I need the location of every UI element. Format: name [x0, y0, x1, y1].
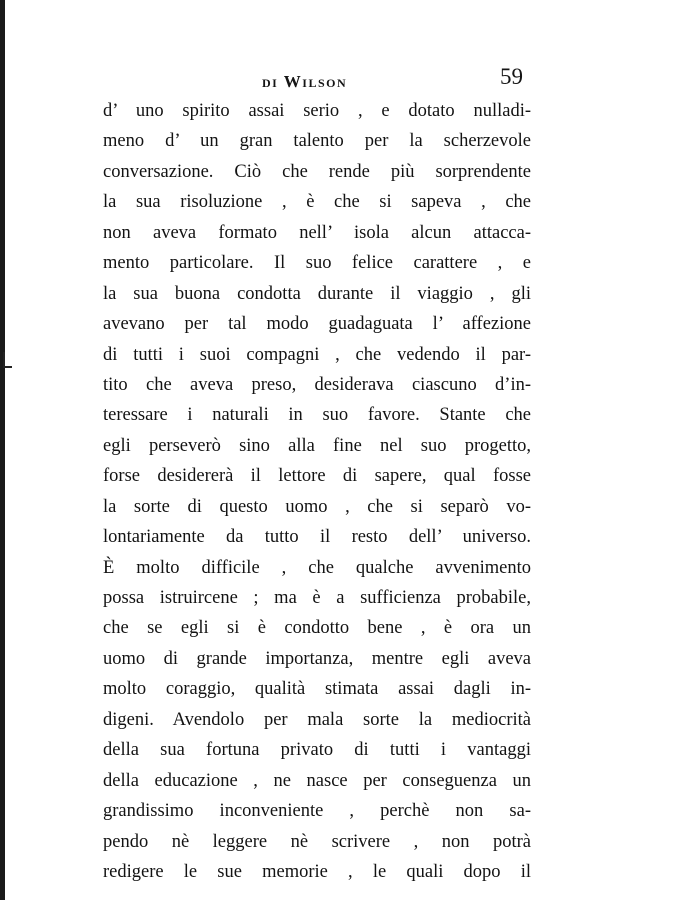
text-line: molto coraggio, qualità stimata assai dagli in- [103, 679, 531, 700]
text-line: d’ uno spirito assai serio , e dotato nulladi- [103, 101, 531, 121]
body-text [103, 96, 531, 887]
text-line: possa istruircene ; ma è a sufficienza probabile, [103, 588, 531, 608]
page-binding-edge [0, 0, 5, 900]
text-line: che se egli si è condotto bene , è ora un [103, 618, 531, 639]
text-line: egli perseverò sino alla fine nel suo progetto, [103, 435, 531, 456]
text-line: avevano per tal modo guadaguata l’ affezione [103, 314, 531, 335]
text-line: È molto difficile , che qualche avvenimento [103, 557, 531, 578]
page-number: 59 [500, 64, 523, 89]
edge-mark [3, 352, 12, 368]
text-line: uomo di grande importanza, mentre egli aveva [103, 648, 531, 669]
text-line: lontariamente da tutto il resto dell’ universo. [103, 527, 531, 548]
text-line: digeni. Avendolo per mala sorte la mediocrità [103, 709, 531, 730]
text-line: conversazione. Ciò che rende più sorprendente [103, 161, 531, 182]
text-line: forse desidererà il lettore di sapere, qual fosse [103, 466, 531, 487]
text-line: di tutti i suoi compagni , che vedendo il par- [103, 344, 531, 365]
text-line: non aveva formato nell’ isola alcun attacca- [103, 222, 531, 243]
text-line: della educazione , ne nasce per conseguenza un [103, 770, 531, 791]
text-line: la sua buona condotta durante il viaggio , gli [103, 283, 531, 304]
text-line: grandissimo inconveniente , perchè non sa- [103, 801, 531, 822]
text-line: teressare i naturali in suo favore. Stante che [103, 405, 531, 426]
text-line: tito che aveva preso, desiderava ciascuno d’in- [103, 374, 531, 395]
text-line: redigere le sue memorie , le quali dopo il [103, 861, 531, 882]
text-line: pendo nè leggere nè scrivere , non potrà [103, 831, 531, 852]
text-line: mento particolare. Il suo felice carattere , e [103, 253, 531, 274]
text-line: la sorte di questo uomo , che si separò vo- [103, 496, 531, 517]
text-line: la sua risoluzione , è che si sapeva , che [103, 192, 531, 213]
running-title: di Wilson [262, 72, 348, 91]
text-line: della sua fortuna privato di tutti i vantaggi [103, 740, 531, 761]
text-line: meno d’ un gran talento per la scherzevole [103, 131, 531, 152]
